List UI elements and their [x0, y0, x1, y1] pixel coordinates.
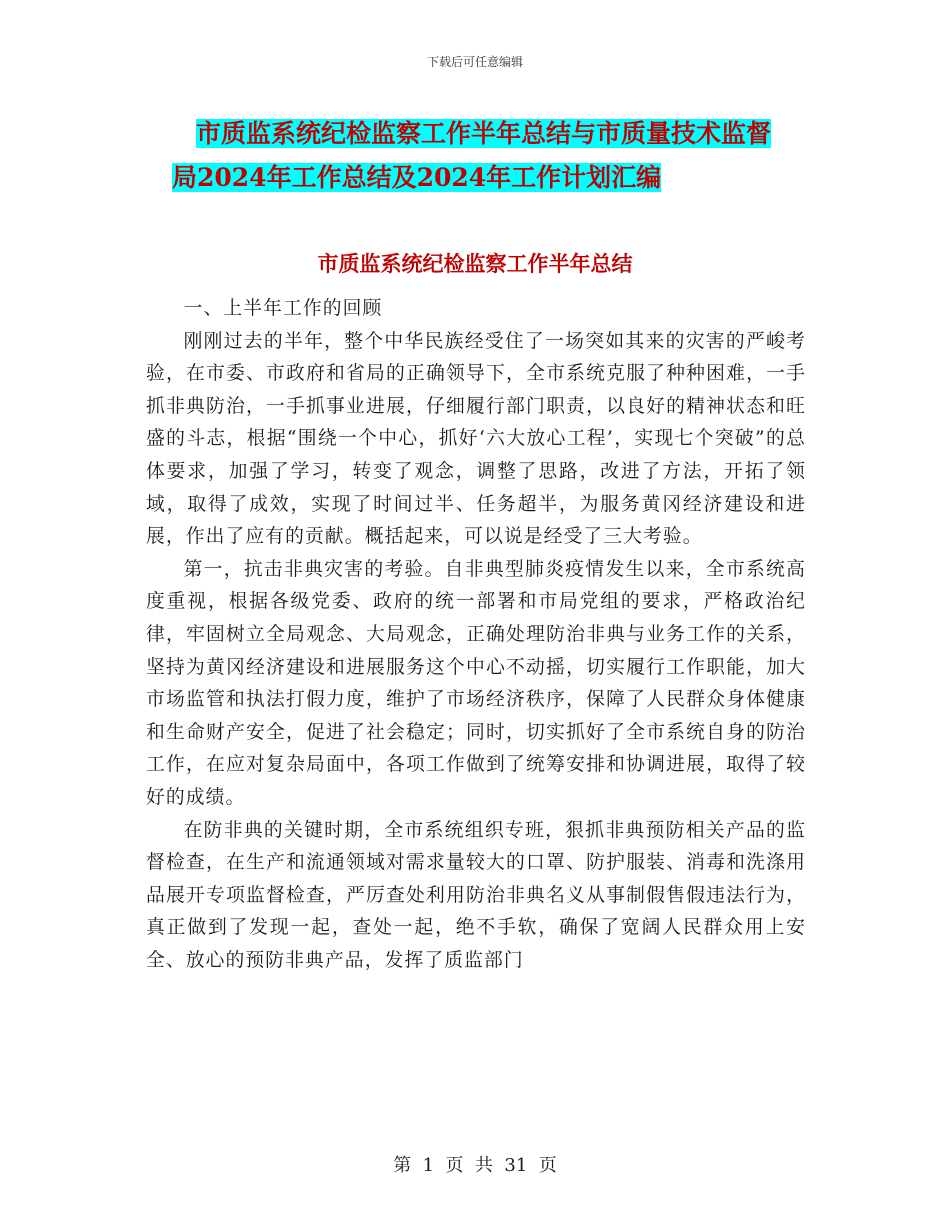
title-line-2-text: 局2024年工作总结及2024年工作计划汇编 [172, 163, 662, 192]
page-header-note: 下载后可任意编辑 [426, 55, 523, 69]
document-title-line-2 [172, 156, 816, 200]
paragraph: 第一，抗击非典灾害的考验。自非典型肺炎疫情发生以来，全市系统高度重视，根据各级党委、政府的统一部署和市局党组的要求，严格政治纪律，牢固树立全局观念、大局观念，正确处理防治非典与业务工作的关系，坚持为黄冈经济建设和进展服务这个中心不动摇，切实履行工作职能，加大市场监管和执法打假力度，维护了市场经济秩序，保障了人民群众身体健康和生命财产安全，促进了社会稳定；同时，切实抓好了全市系统自身的防治工作，在应对复杂局面中，各项工作做到了统筹安排和协调进展，取得了较好的成绩。 [146, 558, 806, 808]
document-body [146, 293, 806, 977]
document-title-line-1 [196, 112, 816, 156]
paragraph: 在防非典的关键时期，全市系统组织专班，狠抓非典预防相关产品的监督检查，在生产和流通领域对需求量较大的口罩、防护服装、消毒和洗涤用品展开专项监督检查，严厉查处利用防治非典名义从事制假售假违法行为，真正做到了发现一起，查处一起，绝不手软，确保了宽阔人民群众用上安全、放心的预防非典产品，发挥了质监部门 [146, 819, 806, 971]
page-number-footer: 第 1 页 共 31 页 [393, 1155, 557, 1176]
title-line-1-text: 市质监系统纪检监察工作半年总结与市质量技术监督 [196, 119, 772, 148]
paragraph: 刚刚过去的半年，整个中华民族经受住了一场突如其来的灾害的严峻考验，在市委、市政府和省局的正确领导下，全市系统克服了种种困难，一手抓非典防治，一手抓事业进展，仔细履行部门职责，以良好的精神状态和旺盛的斗志，根据“围绕一个中心，抓好‘六大放心工程’，实现七个突破”的总体要求，加强了学习，转变了观念，调整了思路，改进了方法，开拓了领域，取得了成效，实现了时间过半、任务超半，为服务黄冈经济建设和进展，作出了应有的贡献。概括起来，可以说是经受了三大考验。 [146, 330, 806, 548]
section-title: 市质监系统纪检监察工作半年总结 [317, 251, 633, 276]
paragraph-heading: 一、上半年工作的回顾 [183, 298, 383, 319]
document-title [172, 112, 816, 200]
